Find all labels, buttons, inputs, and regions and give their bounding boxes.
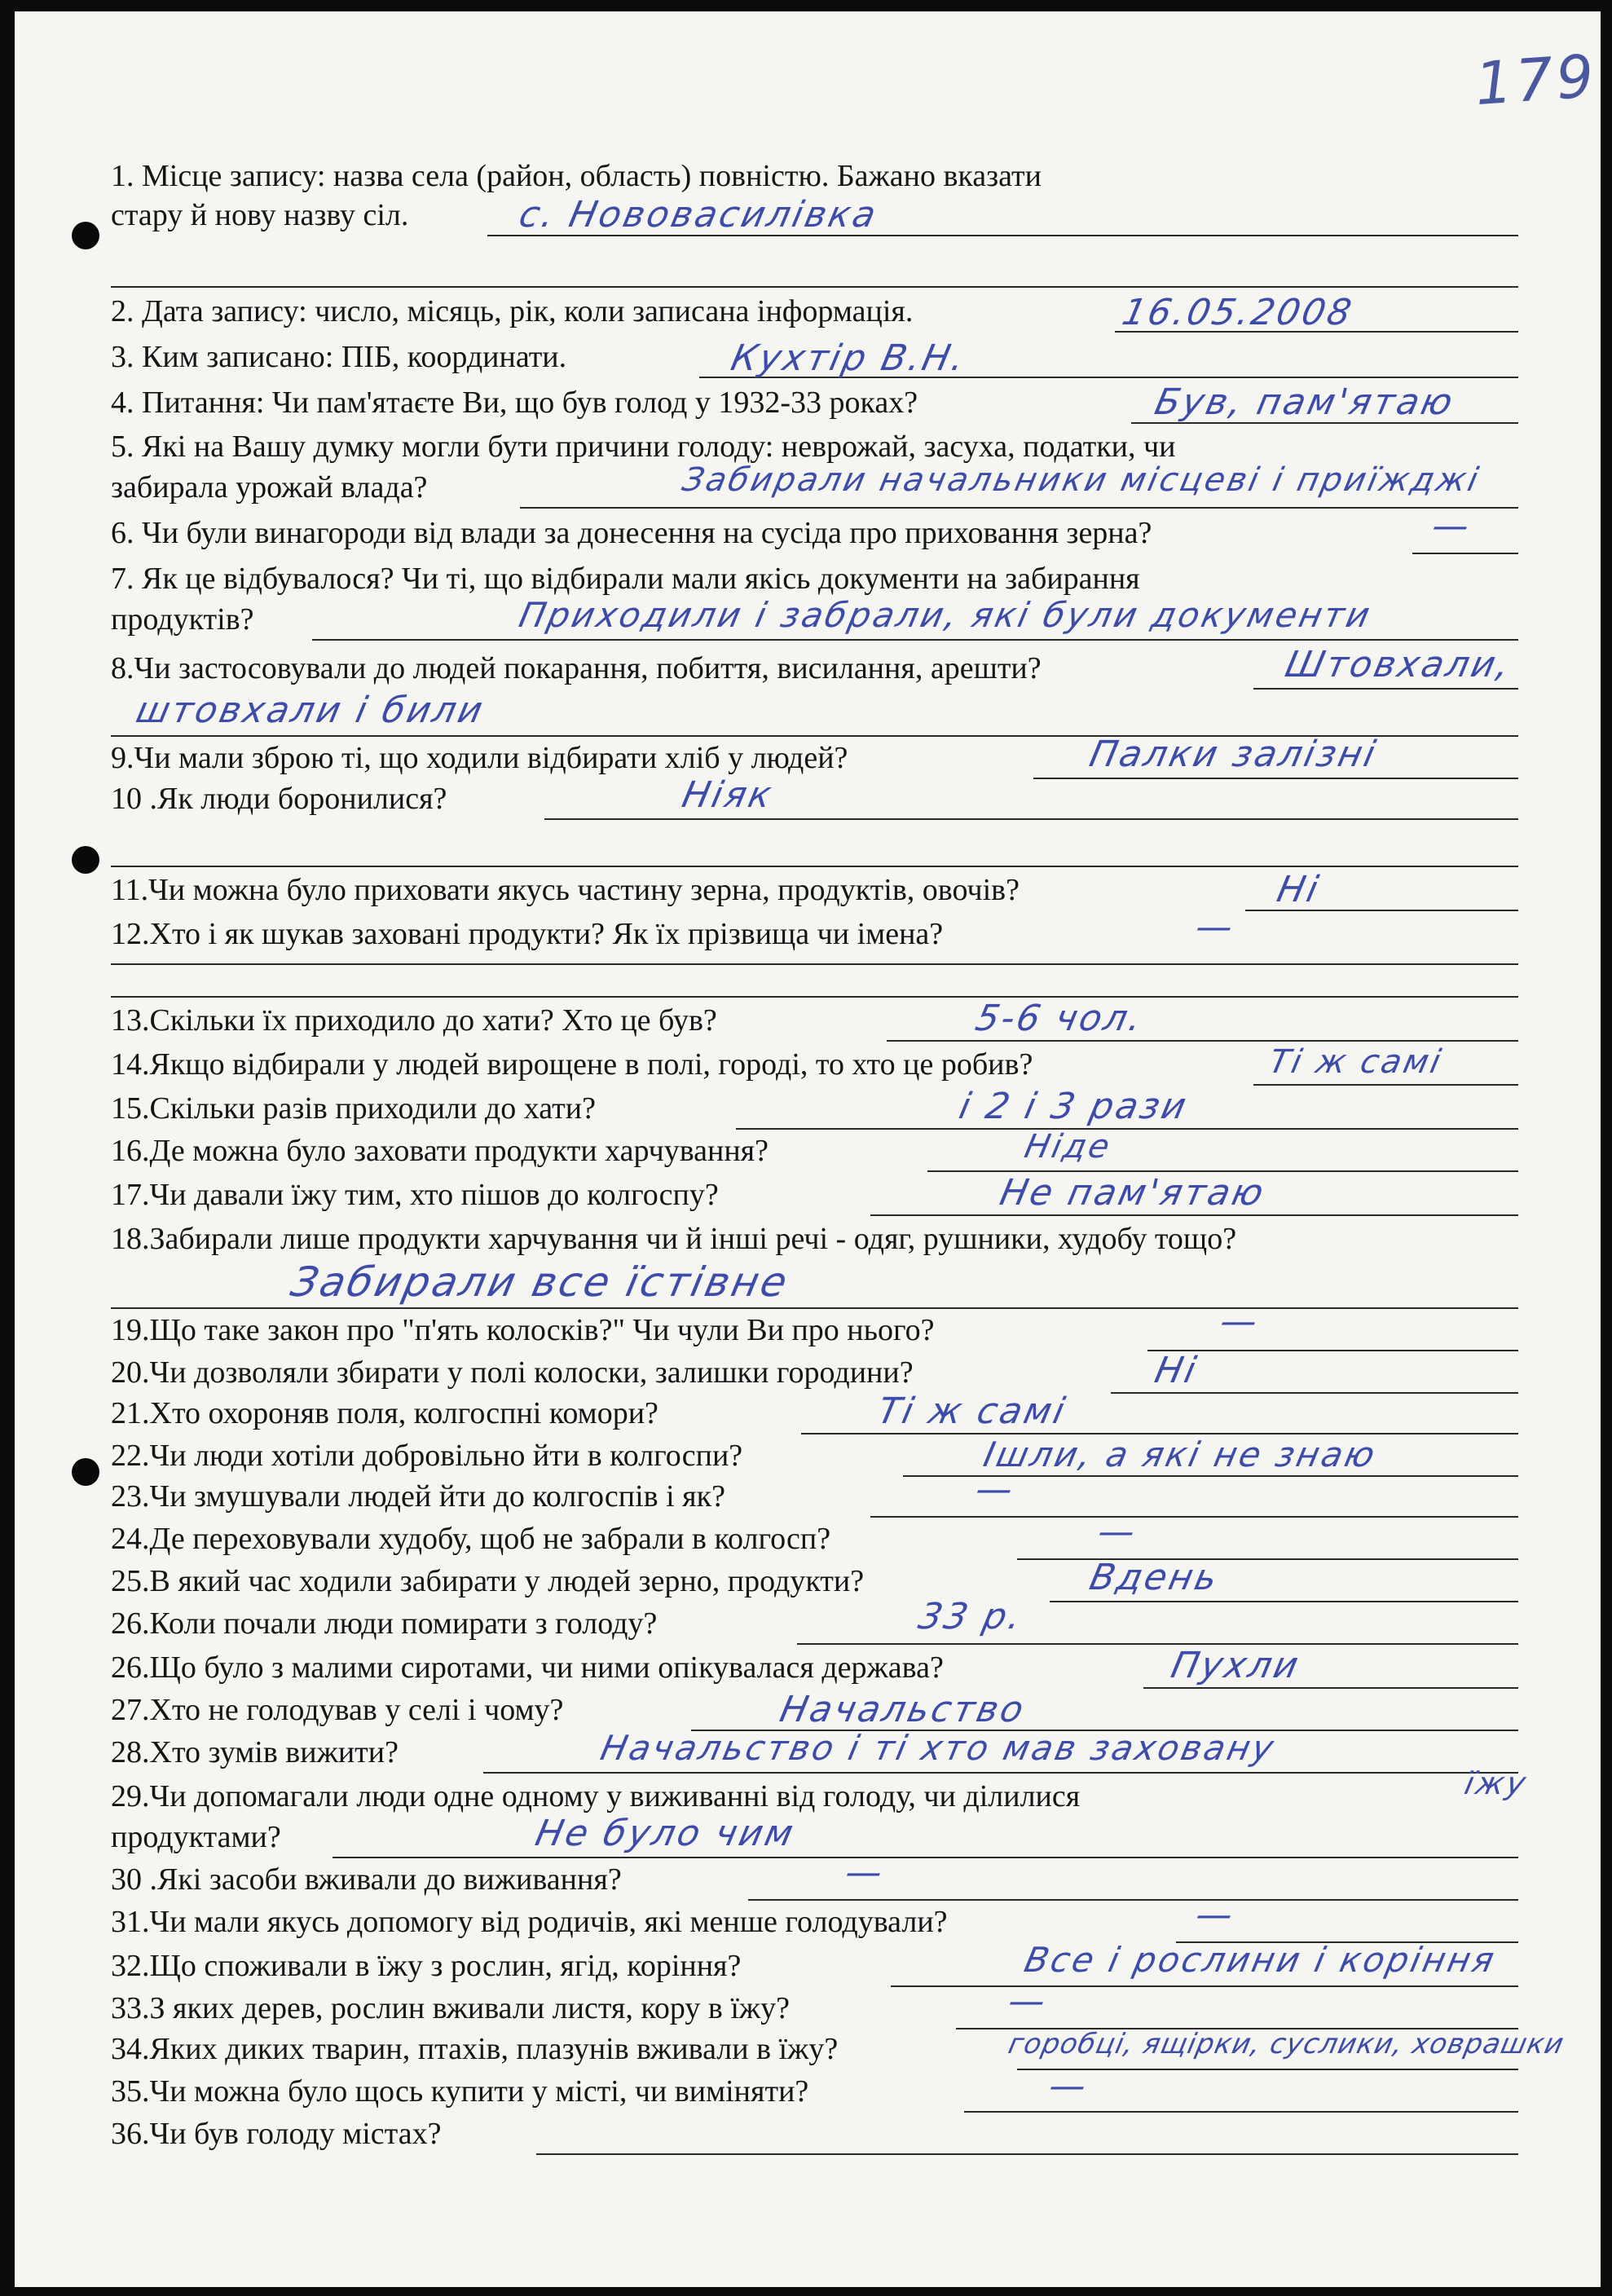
question-31: 31.Чи мали якусь допомогу від родичів, які менше голодували? [111,1905,948,1939]
question-30: 30 .Які засоби вживали до виживання? [111,1862,622,1897]
answer-line [1147,1350,1518,1351]
answer-16: Ніде [1021,1128,1116,1166]
question-4: 4. Питання: Чи пам'ятаєте Ви, що був голод у 1932-33 роках? [111,386,918,420]
answer-30: — [841,1852,889,1893]
answer-18: Забирали все їстівне [286,1258,794,1306]
answer-5: Забирали начальники місцеві і приїжджі [679,461,1484,499]
question-12: 12.Хто і як шукав заховані продукти? Як їх прізвища чи імена? [111,917,944,951]
answer-22: Ішли, а які не знаю [980,1434,1381,1474]
question-34: 34.Яких диких тварин, птахів, плазунів вживали в їжу? [111,2032,839,2066]
question-27: 27.Хто не голодував у селі і чому? [111,1693,564,1727]
answer-14: Ті ж самі [1266,1043,1447,1081]
question-5-line1: 5. Які на Вашу думку могли бути причини голоду: неврожай, засуха, податки, чи [111,430,1176,464]
answer-1: с. Нововасилівка [515,194,882,236]
question-24: 24.Де переховували худобу, щоб не забрали в колгосп? [111,1522,831,1556]
question-20: 20.Чи дозволяли збирати у полі колоски, залишки городини? [111,1355,914,1390]
answer-4: Був, пам'ятаю [1151,381,1459,423]
question-1-line2: стару й нову назву сіл. [111,198,409,232]
answer-3: Кухтір В.Н. [727,337,971,379]
answer-23: — [971,1469,1020,1510]
answer-line [891,1985,1518,1987]
answer-line [870,1214,1518,1216]
answer-7: Приходили і забрали, які були документи [515,595,1376,635]
answer-line [111,866,1518,867]
answer-line [797,1643,1518,1645]
answer-line [111,286,1518,288]
answer-line [1017,1558,1518,1560]
answer-line [111,963,1518,965]
answer-35: — [1045,2065,1093,2107]
answer-line [964,2111,1518,2113]
question-22: 22.Чи люди хотіли добровільно йти в колгоспи? [111,1439,743,1473]
question-25: 25.В який час ходили забирати у людей зерно, продукти? [111,1564,865,1598]
answer-17: Не пам'ятаю [996,1172,1270,1214]
answer-32: Все і рослини і коріння [1020,1940,1500,1980]
question-14: 14.Якщо відбирали у людей вирощене в полі, городі, то хто це робив? [111,1047,1033,1082]
page-number: 179 [1473,41,1600,119]
punch-hole [72,222,99,249]
question-23: 23.Чи змушували людей йти до колгоспів і як? [111,1479,725,1514]
question-21: 21.Хто охороняв поля, колгоспні комори? [111,1396,658,1430]
answer-34: горобці, ящірки, суслики, ховрашки [1005,2028,1567,2060]
question-36: 36.Чи був голоду містах? [111,2117,442,2151]
answer-9: Палки залізні [1086,734,1381,775]
answer-line [870,1516,1518,1518]
question-9: 9.Чи мали зброю ті, що ходили відбирати хліб у людей? [111,741,848,775]
answer-line [887,1040,1518,1042]
answer-6: — [1428,505,1476,547]
answer-line [520,507,1518,509]
answer-line [1033,778,1518,779]
question-33: 33.З яких дерев, рослин вживали листя, кору в їжу? [111,1991,791,2025]
answer-line [544,818,1518,820]
answer-15: і 2 і 3 рази [955,1086,1192,1127]
question-29-line1: 29.Чи допомагали люди одне одному у виживанні від голоду, чи ділилися [111,1779,1081,1813]
answer-line [1253,688,1518,690]
question-10: 10 .Як люди боронилися? [111,782,447,816]
answer-11: Ні [1273,869,1324,910]
answer-line [1253,1084,1518,1086]
question-13: 13.Скільки їх приходило до хати? Хто це був? [111,1003,717,1038]
answer-24: — [1094,1511,1142,1553]
question-28: 28.Хто зумів вижити? [111,1735,399,1769]
answer-8-line1: Штовхали, [1281,644,1516,685]
question-7-line2: продуктів? [111,602,254,637]
answer-line [736,1128,1518,1130]
question-26a: 26.Коли почали люди помирати з голоду? [111,1606,658,1641]
answer-line [483,1772,1518,1774]
question-29-line2: продуктами? [111,1820,281,1854]
answer-26a: 33 р. [914,1596,1028,1637]
question-32: 32.Що споживали в їжу з рослин, ягід, коріння? [111,1949,742,1983]
answer-31: — [1191,1894,1240,1936]
answer-33: — [1004,1981,1052,2022]
question-11: 11.Чи можна було приховати якусь частину зерна, продуктів, овочів? [111,873,1020,907]
question-16: 16.Де можна було заховати продукти харчування? [111,1134,769,1168]
answer-line [333,1857,1518,1858]
punch-hole [72,1458,99,1486]
question-5-line2: забирала урожай влада? [111,470,428,505]
question-26b: 26.Що було з малими сиротами, чи ними опікувалася держава? [111,1650,944,1685]
question-17: 17.Чи давали їжу тим, хто пішов до колгоспу? [111,1178,719,1212]
answer-line [1017,2069,1518,2070]
answer-27: Начальство [776,1689,1030,1730]
answer-12: — [1191,906,1240,948]
answer-20: Ні [1151,1350,1202,1391]
answer-29: Не було чим [531,1813,799,1854]
answer-line [536,2153,1518,2155]
answer-line [312,639,1518,641]
answer-19: — [1216,1301,1264,1342]
answer-26b: Пухли [1167,1645,1305,1686]
answer-line [1143,1687,1518,1689]
answer-28-line1: Начальство і ті хто мав заховану [597,1728,1279,1768]
answer-line [111,996,1518,998]
answer-8-line2: штовхали і били [132,690,489,731]
answer-line [1050,1601,1518,1602]
answer-10: Ніяк [678,774,777,816]
answer-2: 16.05.2008 [1118,292,1358,333]
question-15: 15.Скільки разів приходили до хати? [111,1091,596,1126]
question-7-line1: 7. Як це відбувалося? Чи ті, що відбирали мали якісь документи на забирання [111,562,1140,596]
answer-25: Вдень [1086,1557,1223,1598]
question-3: 3. Ким записано: ПІБ, координати. [111,340,567,374]
answer-line [111,1307,1518,1309]
answer-line [1111,1392,1518,1394]
questionnaire-page [15,11,1601,2287]
question-35: 35.Чи можна було щось купити у місті, чи виміняти? [111,2074,809,2109]
question-19: 19.Що таке закон про "п'ять колосків?" Чи чули Ви про нього? [111,1313,935,1347]
answer-13: 5-6 чол. [971,998,1148,1039]
question-6: 6. Чи були винагороди від влади за донесення на сусіда про приховання зерна? [111,516,1152,550]
answer-21: Ті ж самі [874,1390,1071,1432]
answer-line [748,1899,1518,1901]
answer-line [1412,553,1518,554]
question-2: 2. Дата запису: число, місяць, рік, коли записана інформація. [111,294,914,328]
question-1-line1: 1. Місце запису: назва села (район, область) повністю. Бажано вказати [111,159,1042,193]
question-18: 18.Забирали лише продукти харчування чи й інші речі - одяг, рушники, худобу тощо? [111,1222,1237,1256]
punch-hole [72,846,99,874]
answer-28-line2: їжу [1461,1765,1531,1801]
question-8: 8.Чи застосовували до людей покарання, побиття, висилання, арешти? [111,651,1042,685]
